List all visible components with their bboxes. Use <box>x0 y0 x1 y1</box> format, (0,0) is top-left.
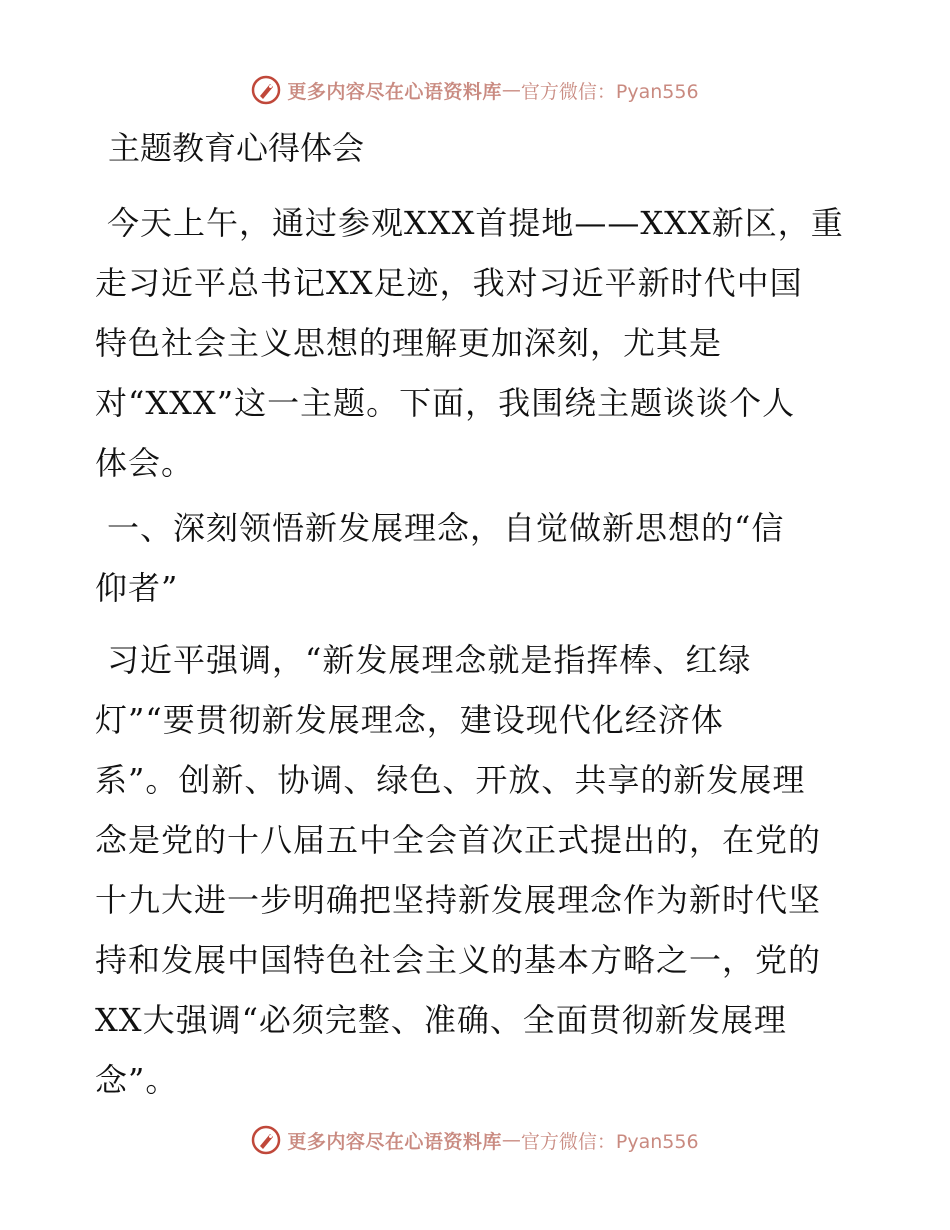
paragraph-line: 十九大进一步明确把坚持新发展理念作为新时代坚 <box>95 881 822 919</box>
watermark-contact: 官方微信：Pyan556 <box>520 80 699 103</box>
paragraph-line: 习近平强调，“新发展理念就是指挥棒、红绿 <box>107 641 752 679</box>
paragraph-line: 持和发展中国特色社会主义的基本方略之一，党的 <box>95 941 822 979</box>
paragraph-line: 系”。创新、协调、绿色、开放、共享的新发展理 <box>95 761 806 799</box>
paragraph-line: 灯”“要贯彻新发展理念，建设现代化经济体 <box>95 701 724 739</box>
paragraph-line: XX大强调“必须完整、准确、全面贯彻新发展理 <box>95 1001 787 1039</box>
pen-nib-logo-icon <box>251 75 281 105</box>
pen-nib-logo-icon <box>251 1125 281 1155</box>
paragraph-line: 今天上午，通过参观XXX首提地——XXX新区，重 <box>107 204 844 242</box>
watermark-text: 更多内容尽在心语资料库 <box>287 80 502 103</box>
intro-paragraph <box>95 193 855 493</box>
paragraph-line: 对“XXX”这一主题。下面，我围绕主题谈谈个人 <box>95 384 796 422</box>
document-title: 主题教育心得体会 <box>108 129 365 167</box>
heading-line: 一、深刻领悟新发展理念，自觉做新思想的“信 <box>107 509 785 547</box>
watermark-text: 更多内容尽在心语资料库 <box>287 1130 502 1153</box>
paragraph-line: 念”。 <box>95 1061 179 1099</box>
paragraph-line: 念是党的十八届五中全会首次正式提出的，在党的 <box>95 821 822 859</box>
watermark-separator: — <box>501 79 521 101</box>
body-paragraph <box>95 630 855 1110</box>
watermark-contact: 官方微信：Pyan556 <box>520 1130 699 1153</box>
paragraph-line: 特色社会主义思想的理解更加深刻，尤其是 <box>95 324 723 362</box>
section-heading <box>95 498 855 618</box>
watermark-separator: — <box>501 1129 521 1151</box>
footer-watermark <box>0 1120 950 1160</box>
paragraph-line: 走习近平总书记XX足迹，我对习近平新时代中国 <box>95 264 803 302</box>
paragraph-line: 体会。 <box>95 444 195 482</box>
heading-line: 仰者” <box>95 569 179 607</box>
header-watermark <box>0 70 950 110</box>
